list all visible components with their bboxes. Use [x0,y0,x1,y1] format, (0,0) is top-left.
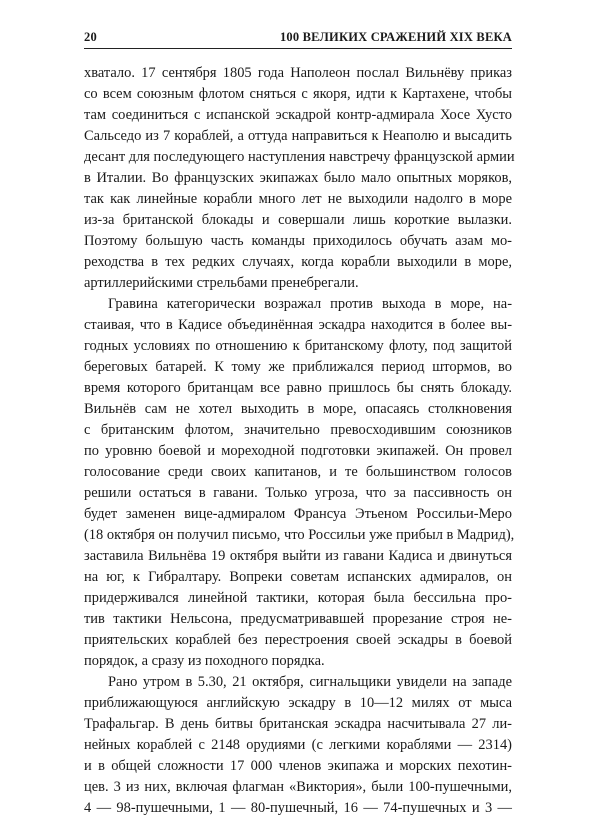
text-line: реходства в тех редких случаях, когда корабли выходили в море, [84,254,512,270]
text-line: хватало. 17 сентября 1805 года Наполеон послал Вильнёву приказ [84,65,512,81]
body-text [84,63,515,819]
text-line: цев. 3 из них, включая флагман «Виктория», были 100-пушечными, [84,779,512,795]
text-line: Вильнёв сам не хотел выходить в море, опасаясь столкновения [84,401,512,417]
text-line: Рано утром в 5.30, 21 октября, сигнальщики увидели на западе [108,674,512,690]
text-line: время которого британцам все равно пришлось бы снять блокаду. [84,380,512,396]
text-line: десант для последующего наступления навстречу французской армии [84,149,515,165]
text-line: 4 — 98-пушечными, 1 — 80-пушечный, 16 — 74-пушечных и 3 — [84,800,512,816]
paragraph [84,63,515,294]
text-line: там соединиться с испанской эскадрой контр-адмирала Хосе Хусто [84,107,512,123]
text-line: в Италии. Во французских экипажах было мало опытных моряков, [84,170,512,186]
text-line: голосование среди своих капитанов, и те большинством голосов [84,464,512,480]
text-line: Сальседо из 7 кораблей, а оттуда направиться к Неаполю и высадить [84,128,512,144]
paragraph [84,294,515,672]
text-line: Поэтому большую часть команды приходилось обучать азам мо- [84,233,512,249]
text-line: Трафальгар. В день битвы британская эскадра насчитывала 27 ли- [84,716,512,732]
text-line: (18 октября он получил письмо, что Россильи уже прибыл в Мадрид), [84,527,515,543]
text-line: нейных кораблей с 2148 орудиями (с легкими кораблями — 2314) [84,737,512,753]
text-line: годных условиях по отношению к британскому флоту, под защитой [84,338,512,354]
text-line: Гравина категорически возражал против выхода в море, на- [108,296,512,312]
text-line: артиллерийскими стрельбами пренебрегали. [84,275,359,291]
text-line: порядок, а сразу из походного порядка. [84,653,325,669]
text-line: приближающуюся английскую эскадру в 10—12 милях от мыса [84,695,512,711]
running-head [84,29,512,45]
running-title: 100 ВЕЛИКИХ СРАЖЕНИЙ XIX ВЕКА [279,30,512,44]
header-rule [84,48,512,49]
text-line: береговых батарей. К тому же приближался период штормов, во [84,359,512,375]
text-line: со всем союзным флотом сняться с якоря, идти к Картахене, чтобы [84,86,512,102]
text-line: приятельских кораблей без перестроения своей эскадры в боевой [84,632,512,648]
text-line: так как линейные корабли много лет не выходили надолго в море [84,191,512,207]
text-line: стаивая, что в Кадисе объединённая эскадра находится в более вы- [84,317,512,333]
text-line: на юг, к Гибралтару. Вопреки советам испанских адмиралов, он [84,569,512,585]
text-line: по уровню боевой и мореходной подготовки экипажей. Он провел [84,443,512,459]
text-line: заставила Вильнёва 19 октября выйти из гавани Кадиса и двинуться [84,548,512,564]
text-line: будет заменен вице-адмиралом Франсуа Этьеном Россильи-Меро [84,506,512,522]
text-line: тив тактики Нельсона, предусматривавшей прорезание строя не- [84,611,512,627]
text-line: с британским флотом, значительно превосходившим союзников [84,422,512,438]
text-line: решили остаться в гавани. Только угроза, что за пассивность он [84,485,512,501]
text-line: придерживался линейной тактики, которая была бессильна про- [84,590,512,606]
text-line: из-за британской блокады и совершали лишь короткие вылазки. [84,212,512,228]
paragraph [84,672,512,819]
text-line: и в общей сложности 17 000 членов экипажа и морских пехотин- [84,758,512,774]
page-number: 20 [84,30,97,44]
